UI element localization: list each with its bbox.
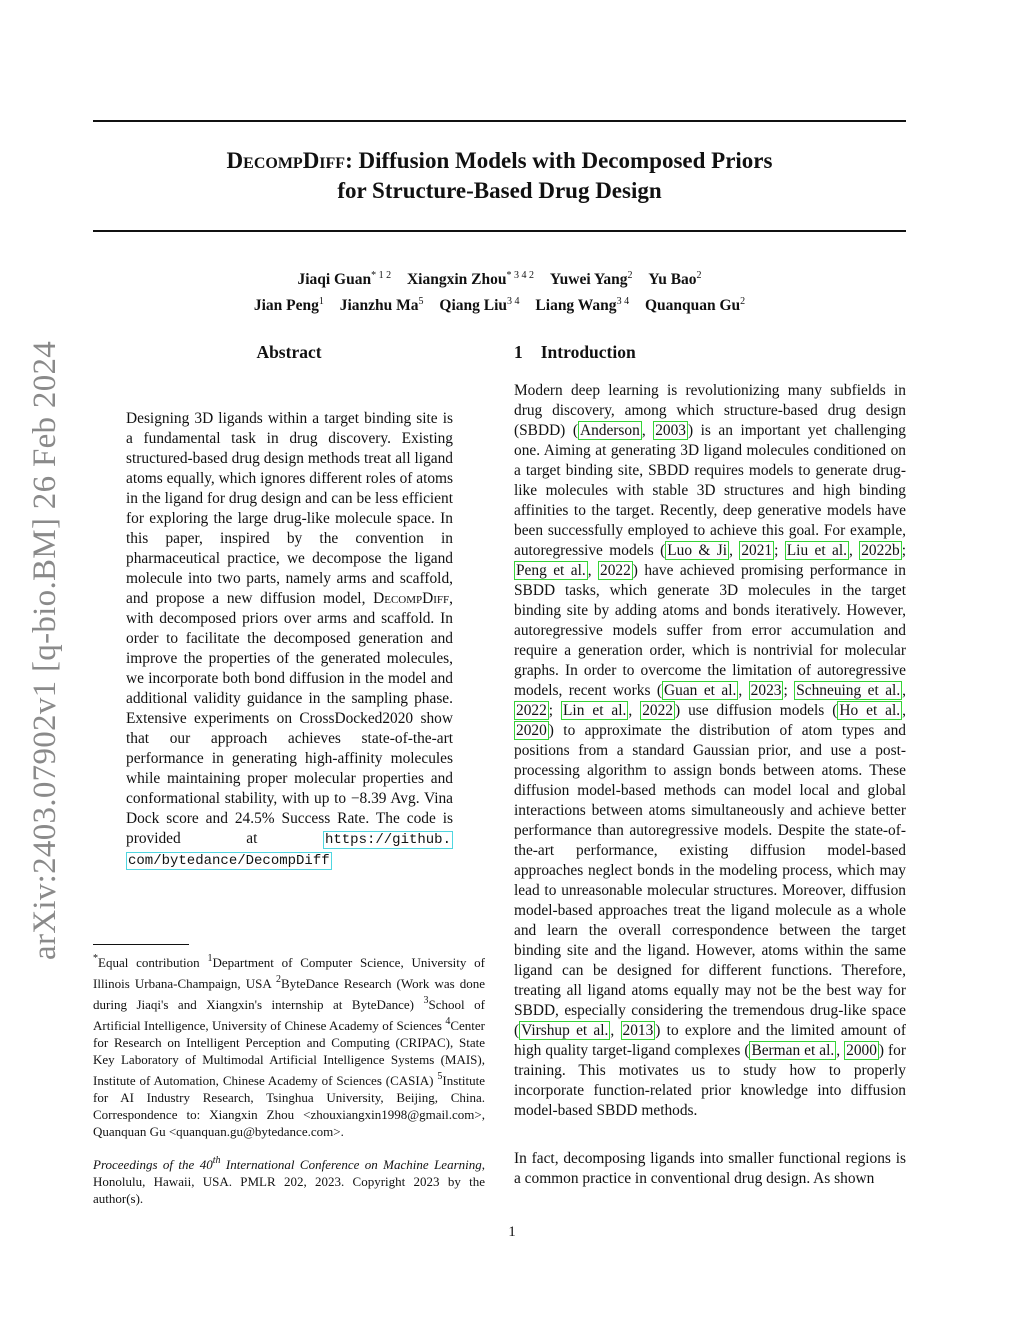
intro-text-run: ,	[902, 682, 907, 699]
model-name: DecompDiff	[373, 590, 450, 607]
code-link[interactable]: https://github.	[324, 832, 451, 848]
citation-link[interactable]: Berman et al.	[751, 1042, 835, 1059]
title-rule-top	[93, 120, 906, 122]
intro-text-run: ) use diffusion models (	[674, 702, 838, 719]
citation-link[interactable]: 2003	[655, 422, 686, 439]
title-rule-bottom	[93, 230, 906, 232]
author: Jian Peng$^1$	[253, 296, 324, 314]
intro-text-run: ;	[548, 702, 562, 719]
citation-link[interactable]: Lin et al.	[563, 702, 627, 719]
title-line-2: for Structure-Based Drug Design	[337, 178, 662, 203]
intro-paragraph-1	[514, 381, 906, 1121]
citation-link[interactable]: 2022	[600, 562, 631, 579]
author: Jiaqi Guan$^{* 1 2}$	[297, 270, 392, 288]
author: Yuwei Yang$^2$	[549, 270, 633, 288]
citation-link[interactable]: 2021	[741, 542, 773, 559]
author: Jianzhu Ma$^5$	[339, 296, 424, 314]
intro-text-run: ) to explore and the limited amount of high quality target-ligand complexes (	[514, 1022, 906, 1059]
intro-text-run: ,	[836, 1042, 845, 1059]
citation-link[interactable]: 2013	[622, 1022, 654, 1039]
intro-text-run: ,	[729, 542, 740, 559]
citation-link[interactable]: 2022b	[861, 542, 900, 559]
intro-paragraph-2: In fact, decomposing ligands into smaller functional regions is a common practice in conventional drug design. As shown	[514, 1150, 906, 1187]
intro-text-run: ,	[628, 702, 641, 719]
code-link[interactable]: com/bytedance/DecompDiff	[128, 853, 330, 869]
intro-text-run: ) is an important yet challenging one. Aiming at generating 3D ligand molecules conditioned on a target binding site, SBDD requires models to generate drug-like molecules with stable 3D structures and high binding affinities to the target. Recently, deep generative models have been successfully employed to achieve this goal. For example, autoregressive models (	[514, 422, 906, 559]
citation-link[interactable]: Virshup et al.	[521, 1022, 609, 1039]
intro-text-run: ;	[783, 682, 795, 699]
section-heading-introduction: 1 Introduction	[514, 342, 636, 362]
intro-text-run: ,	[902, 702, 906, 719]
model-name-title: DecompDiff	[226, 148, 346, 173]
author: Yu Bao$^2$	[648, 270, 702, 288]
title-line-1: : Diffusion Models with Decomposed Priors	[345, 148, 773, 173]
page-number: 1	[508, 1224, 516, 1240]
affiliation-footnotes: *Equal contribution $^1$Department of Computer Science, University of Illinois Urbana-Champaign, USA $^2$ByteDance Research (Work was done during Jiaqi's and Xiangxin's internship at ByteDance) $^3$School of Artificial Intelligence, University of Chinese Academy of Sciences $^4$Center for Research on Intelligent Perception and Computing (CRIPAC), State Key Laboratory of Multimodal Artificial Intelligence Systems (MAIS), Institute of Automation, Chinese Academy of Sciences (CASIA) $^5$Institute for AI Industry Research, Tsinghua University, Beijing, China. Correspondence to: Xiangxin Zhou <zhouxiangxin1998@gmail.com>, Quanquan Gu <quanquan.gu@bytedance.com>.	[93, 953, 485, 1139]
intro-text-run: ;	[774, 542, 785, 559]
author: Liang Wang$^{3 4}$	[535, 296, 630, 314]
intro-text-run: ) to approximate the distribution of atom types and positions from a standard Gaussian prior, and use a post-processing algorithm to assign bonds between atoms. These diffusion model-based methods can model local and global interactions between atoms simultaneously and achieve better performance than autoregressive models. Despite the state-of-the-art performance, existing diffusion model-based approaches neglect bonds in the modeling process, which may lead to unreasonable molecular structures. Moreover, diffusion model-based approaches treat the ligand molecule as a whole and learn the overall correspondence between the target binding site and the ligand. However, atoms within the same ligand can be designed for different functions. Therefore, treating all ligand atoms equally may not be the best way for SBDD, especially considering the tremendous drug-like space (	[514, 722, 906, 1039]
intro-text-run: ,	[587, 562, 599, 579]
citation-link[interactable]: Schneuing et al.	[796, 682, 901, 699]
proceedings-note: Proceedings of the 40th International Conference on Machine Learning, Honolulu, Hawaii, USA. PMLR 202, 2023. Copyright 2023 by the author(s).	[93, 1155, 485, 1206]
intro-text-run: ,	[610, 1022, 621, 1039]
author: Quanquan Gu$^2$	[644, 296, 746, 314]
intro-text-run: ) have achieved promising performance in SBDD tasks, which generate 3D molecules in the target binding site by adding atoms and bonds iteratively. However, autoregressive models suffer from error accumulation and require a generation order, which is nontrivial for molecular graphs. In order to overcome the limitation of autoregressive models, recent works (	[514, 562, 906, 699]
intro-text-run: Modern deep learning is revolutionizing many subfields in drug discovery, among which structure-based drug design (SBDD) (	[514, 382, 906, 439]
arxiv-identifier-stamp: arXiv:2403.07902v1 [q-bio.BM] 26 Feb 2024	[27, 340, 63, 960]
citation-link[interactable]: 2022	[642, 702, 673, 719]
author: Qiang Liu$^{3 4}$	[439, 296, 520, 314]
footnote-rule	[93, 944, 189, 945]
citation-link[interactable]: Liu et al.	[786, 542, 847, 559]
abstract-heading: Abstract	[256, 342, 322, 362]
paper-title	[93, 146, 906, 206]
citation-link[interactable]: Anderson	[579, 422, 640, 439]
intro-text-run: ;	[901, 542, 906, 559]
abstract-body: Designing 3D ligands within a target binding site is a fundamental task in drug discovery. Existing structured-based drug design methods treat all ligand atoms equally, which ignores different roles of atoms in the ligand for drug design and can be less efficient for exploring the large drug-like molecule space. In this paper, inspired by the convention in pharmaceutical practice, we decompose the ligand molecule into two parts, namely arms and scaffold, and propose a new diffusion model, DecompDiff, with decomposed priors over arms and scaffold. In order to facilitate the decomposed generation and improve the properties of the generated molecules, we incorporate both bond diffusion in the model and additional validity guidance in the sampling phase. Extensive experiments on CrossDocked2020 show that our approach achieves state-of-the-art performance in generating high-affinity molecules while maintaining proper molecular properties and conformational stability, with up to −8.39 Avg. Vina Dock score and 24.5% Success Rate. The code is provided at https://github. com/bytedance/DecompDiff	[126, 410, 453, 869]
intro-text-run: ,	[641, 422, 654, 439]
intro-text-run: ,	[738, 682, 749, 699]
citation-link[interactable]: Peng et al.	[516, 562, 586, 579]
citation-link[interactable]: Ho et al.	[839, 702, 901, 719]
citation-link[interactable]: 2022	[516, 702, 547, 719]
citation-link[interactable]: Guan et al.	[664, 682, 737, 699]
author-list	[93, 265, 906, 317]
citation-link[interactable]: 2000	[846, 1042, 877, 1059]
citation-link[interactable]: 2023	[750, 682, 782, 699]
author: Xiangxin Zhou$^{* 3 4 2}$	[406, 270, 534, 288]
citation-link[interactable]: Luo & Ji	[667, 542, 728, 559]
citation-link[interactable]: 2020	[516, 722, 547, 739]
intro-text-run: ,	[848, 542, 860, 559]
intro-text-run: ) for training. This motivates us to study how to properly incorporate function-related prior knowledge into diffusion model-based SBDD methods.	[514, 1042, 906, 1119]
